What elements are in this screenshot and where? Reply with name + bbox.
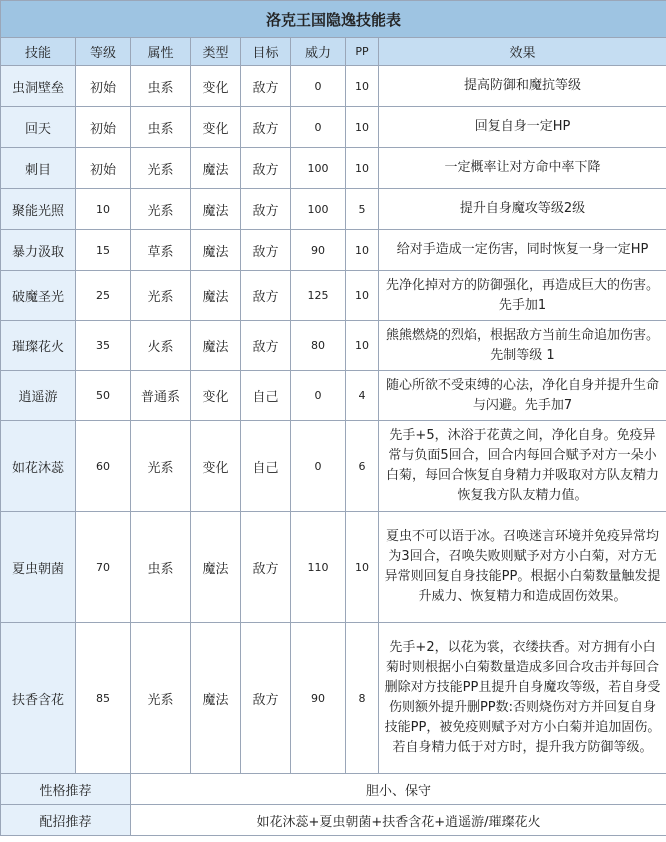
header-row: [1, 38, 666, 66]
skill-level: 初始: [76, 66, 131, 107]
skill-level: 10: [76, 189, 131, 230]
skill-name: 破魔圣光: [1, 271, 76, 321]
skill-power: 90: [291, 230, 346, 271]
nature-recommendation-label: 性格推荐: [1, 774, 131, 805]
skill-type: 魔法: [191, 230, 241, 271]
header-target: 目标: [241, 38, 291, 66]
table-row: [1, 189, 666, 230]
skill-effect: 提升自身魔攻等级2级: [379, 189, 666, 230]
skill-pp: 10: [346, 271, 379, 321]
skill-attribute: 光系: [131, 271, 191, 321]
skill-type: 变化: [191, 107, 241, 148]
skill-power: 110: [291, 512, 346, 623]
skill-target: 敌方: [241, 512, 291, 623]
skill-power: 80: [291, 321, 346, 371]
skill-level: 70: [76, 512, 131, 623]
skill-target: 敌方: [241, 107, 291, 148]
skill-pp: 8: [346, 623, 379, 774]
skill-type: 变化: [191, 421, 241, 512]
skill-power: 0: [291, 66, 346, 107]
table-row: [1, 321, 666, 371]
skill-name: 虫洞壁垒: [1, 66, 76, 107]
skill-target: 敌方: [241, 66, 291, 107]
skill-target: 敌方: [241, 148, 291, 189]
skill-type: 魔法: [191, 189, 241, 230]
nature-recommendation-row: [1, 774, 666, 805]
moveset-recommendation-row: [1, 805, 666, 836]
table-row: [1, 107, 666, 148]
header-type: 类型: [191, 38, 241, 66]
skill-attribute: 草系: [131, 230, 191, 271]
header-skill: 技能: [1, 38, 76, 66]
skill-effect: 一定概率让对方命中率下降: [379, 148, 666, 189]
skill-target: 敌方: [241, 230, 291, 271]
skill-attribute: 虫系: [131, 66, 191, 107]
nature-recommendation-value: 胆小、保守: [131, 774, 666, 805]
skill-effect: 熊熊燃烧的烈焰，根据敌方当前生命追加伤害。先制等级 1: [379, 321, 666, 371]
table-row: [1, 421, 666, 512]
skill-level: 60: [76, 421, 131, 512]
skill-type: 魔法: [191, 623, 241, 774]
skill-target: 自己: [241, 371, 291, 421]
skill-type: 变化: [191, 66, 241, 107]
skill-effect: 给对手造成一定伤害，同时恢复一身一定HP: [379, 230, 666, 271]
table-row: [1, 512, 666, 623]
skill-power: 0: [291, 107, 346, 148]
skill-power: 0: [291, 421, 346, 512]
skill-pp: 4: [346, 371, 379, 421]
skill-level: 50: [76, 371, 131, 421]
skill-name: 暴力汲取: [1, 230, 76, 271]
skill-target: 敌方: [241, 189, 291, 230]
skill-name: 璀璨花火: [1, 321, 76, 371]
skill-effect: 先手+5，沐浴于花黄之间，净化自身。免疫异常与负面5回合，回合内每回合赋予对方一朵小白菊，每回合恢复自身精力并吸取对方队友精力恢复我方队友精力值。: [379, 421, 666, 512]
skill-target: 敌方: [241, 271, 291, 321]
skill-effect: 夏虫不可以语于冰。召唤迷言环境并免疫异常均为3回合，召唤失败则赋予对方小白菊，对方无异常则回复自身技能PP。根据小白菊数量触发提升威力、恢复精力和造成固伤效果。: [379, 512, 666, 623]
skill-pp: 10: [346, 66, 379, 107]
skill-level: 15: [76, 230, 131, 271]
skill-target: 自己: [241, 421, 291, 512]
table-title: 洛克王国隐逸技能表: [1, 1, 666, 38]
table-row: [1, 271, 666, 321]
skill-attribute: 虫系: [131, 107, 191, 148]
skill-pp: 10: [346, 107, 379, 148]
skill-level: 25: [76, 271, 131, 321]
table-row: [1, 371, 666, 421]
skill-attribute: 光系: [131, 189, 191, 230]
skill-level: 85: [76, 623, 131, 774]
skill-name: 回天: [1, 107, 76, 148]
table-row: [1, 623, 666, 774]
skill-type: 魔法: [191, 148, 241, 189]
skill-attribute: 虫系: [131, 512, 191, 623]
header-level: 等级: [76, 38, 131, 66]
skill-name: 刺目: [1, 148, 76, 189]
skill-name: 如花沐蕊: [1, 421, 76, 512]
skill-attribute: 火系: [131, 321, 191, 371]
skill-name: 扶香含花: [1, 623, 76, 774]
table-row: [1, 66, 666, 107]
moveset-recommendation-label: 配招推荐: [1, 805, 131, 836]
skill-pp: 5: [346, 189, 379, 230]
skill-effect: 提高防御和魔抗等级: [379, 66, 666, 107]
header-pp: PP: [346, 38, 379, 66]
skill-type: 变化: [191, 371, 241, 421]
skill-level: 初始: [76, 107, 131, 148]
skill-type: 魔法: [191, 512, 241, 623]
skill-name: 聚能光照: [1, 189, 76, 230]
skill-effect: 先手+2，以花为裳，衣缕扶香。对方拥有小白菊时则根据小白菊数量造成多回合攻击并每回合删除对方技能PP且提升自身魔攻等级，若自身受伤则额外提升删PP数:否则烧伤对方并回复自身技能PP，被免疫则赋予对方小白菊并追加固伤。若自身精力低于对方时，提升我方防御等级。: [379, 623, 666, 774]
skill-target: 敌方: [241, 321, 291, 371]
title-row: [1, 1, 666, 38]
skill-power: 100: [291, 189, 346, 230]
skill-name: 夏虫朝菌: [1, 512, 76, 623]
table-row: [1, 230, 666, 271]
skill-level: 初始: [76, 148, 131, 189]
skill-target: 敌方: [241, 623, 291, 774]
skill-power: 90: [291, 623, 346, 774]
moveset-recommendation-value: 如花沐蕊+夏虫朝菌+扶香含花+逍遥游/璀璨花火: [131, 805, 666, 836]
header-power: 威力: [291, 38, 346, 66]
skill-name: 逍遥游: [1, 371, 76, 421]
skill-type: 魔法: [191, 321, 241, 371]
skill-attribute: 光系: [131, 148, 191, 189]
skill-attribute: 光系: [131, 421, 191, 512]
skill-type: 魔法: [191, 271, 241, 321]
skill-pp: 10: [346, 321, 379, 371]
skill-attribute: 普通系: [131, 371, 191, 421]
skill-pp: 6: [346, 421, 379, 512]
skill-pp: 10: [346, 512, 379, 623]
table-row: [1, 148, 666, 189]
skill-effect: 先净化掉对方的防御强化，再造成巨大的伤害。先手加1: [379, 271, 666, 321]
skill-effect: 回复自身一定HP: [379, 107, 666, 148]
header-attribute: 属性: [131, 38, 191, 66]
skill-effect: 随心所欲不受束缚的心法，净化自身并提升生命与闪避。先手加7: [379, 371, 666, 421]
skill-power: 0: [291, 371, 346, 421]
header-effect: 效果: [379, 38, 666, 66]
skill-attribute: 光系: [131, 623, 191, 774]
skill-pp: 10: [346, 148, 379, 189]
skill-power: 100: [291, 148, 346, 189]
skill-pp: 10: [346, 230, 379, 271]
skill-level: 35: [76, 321, 131, 371]
skill-power: 125: [291, 271, 346, 321]
